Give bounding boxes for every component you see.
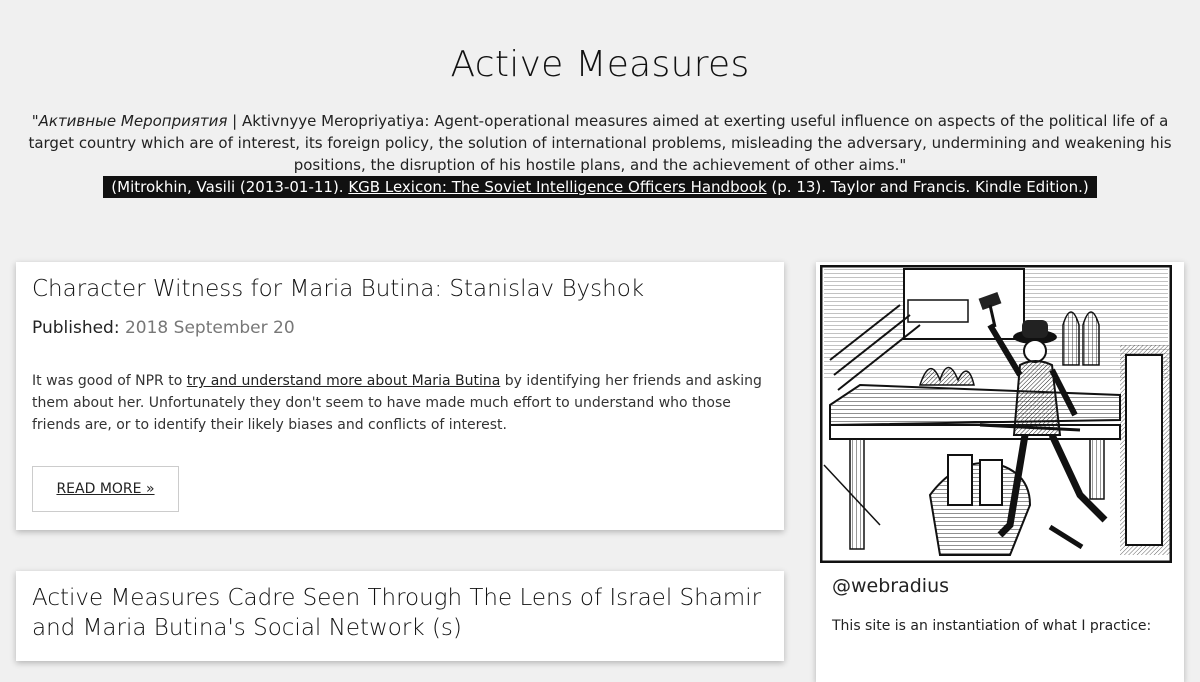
epigraph-quote [20,110,1180,198]
site-title[interactable]: Active Measures [450,44,750,85]
post-card [16,262,784,530]
post-date: 2018 September 20 [124,318,295,338]
open-quote-mark: " [31,112,39,130]
excerpt-prefix: It was good of NPR to [32,373,187,389]
russian-term: Активные Мероприятия [38,112,228,130]
post-published [32,318,295,338]
post-card [16,571,784,661]
blacksmith-woodcut-image [820,265,1172,563]
post-title[interactable]: Active Measures Cadre Seen Through The Lens of Israel Shamir and Maria Butina's Social Network (s) [32,585,762,641]
citation [103,176,1096,198]
published-label: Published: [32,318,120,338]
read-more-button[interactable]: READ MORE » [32,466,179,512]
excerpt-link[interactable]: try and understand more about Maria Butina [186,373,501,389]
author-handle[interactable]: @webradius [832,575,950,597]
citation-book-link[interactable]: KGB Lexicon: The Soviet Intelligence Officers Handbook [348,178,767,196]
about-text: This site is an instantiation of what I practice: [832,618,1152,634]
citation-suffix: (p. 13). Taylor and Francis. Kindle Edition.) [766,178,1089,196]
sidebar-card [816,262,1184,682]
excerpt-suffix: by identifying her friends and asking them about her. Unfortunately they don't seem to have made much effort to understand who those friends are, or to identify their likely biases and conflicts of interest. [32,373,762,433]
citation-prefix: (Mitrokhin, Vasili (2013-01-11). [111,178,349,196]
quote-body: | Aktivnyye Meropriyatiya: Agent-operational measures aimed at exerting useful influence on aspects of the political life of a target country which are of interest, its foreign policy, the solution of international problems, misleading the adversary, undermining and weakening his positions, the disruption of his hostile plans, and the achievement of other aims." [28,112,1172,174]
post-excerpt [32,370,762,436]
post-title[interactable]: Character Witness for Maria Butina: Stanislav Byshok [32,276,645,302]
